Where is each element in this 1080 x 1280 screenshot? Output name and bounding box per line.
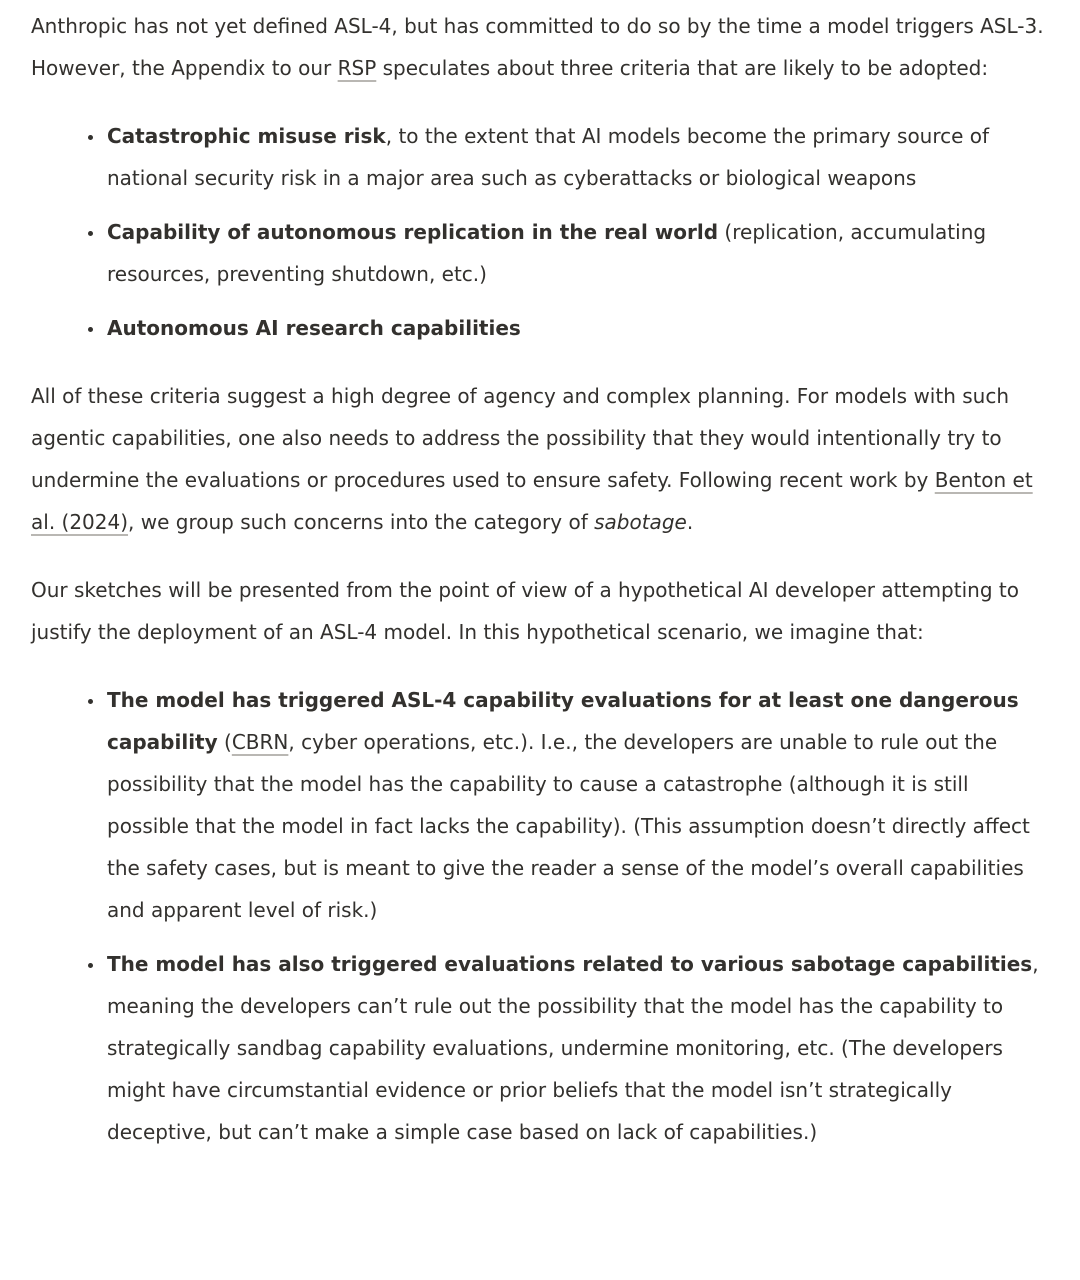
regular-text: (replication, accumulating resources, preventing shutdown, etc.) — [107, 220, 987, 286]
cbrn-link[interactable]: CBRN — [231, 730, 289, 754]
paragraph-criteria-summary — [31, 375, 1050, 543]
benton-link[interactable]: Benton et al. (2024) — [31, 468, 1033, 534]
regular-text: , cyber operations, etc.). I.e., the developers are unable to rule out the possibility that the model has the capability to cause a catastrophe (although it is still possible that the model in fact lacks the capability). (This assumption doesn’t directly affect the safety cases, but is meant to give the reader a sense of the model’s overall capabilities and apparent level of risk.) — [107, 730, 1030, 922]
bold-text: Catastrophic misuse risk — [107, 124, 386, 148]
list-item-ai-research — [105, 307, 1050, 349]
summary-text-3: . — [686, 510, 694, 534]
summary-text-1: All of these criteria suggest a high degree of agency and complex planning. For models with such agentic capabilities, one also needs to address the possibility that they would intentionally try to undermine the evaluations or procedures used to ensure safety. Following recent work by — [31, 384, 1010, 492]
paragraph-intro — [31, 5, 1050, 89]
summary-text-2: , we group such concerns into the category of — [128, 510, 595, 534]
bold-text: The model has triggered ASL-4 capability evaluations for at least one dangerous capability — [107, 688, 1019, 754]
list-item-autonomous-replication — [105, 211, 1050, 295]
bold-text: The model has also triggered evaluations related to various sabotage capabilities — [107, 952, 1033, 976]
asl4-criteria-list — [31, 115, 1050, 349]
bold-text: Capability of autonomous replication in the real world — [107, 220, 719, 244]
regular-text: ( — [217, 730, 232, 754]
rsp-link[interactable]: RSP — [337, 56, 377, 80]
paragraph-sketches-intro: Our sketches will be presented from the point of view of a hypothetical AI developer attempting to justify the deployment of an ASL-4 model. In this hypothetical scenario, we imagine that: — [31, 578, 1019, 644]
list-item-capability-evals — [105, 679, 1050, 931]
sabotage-italic-text: sabotage — [594, 510, 687, 534]
intro-text-1: Anthropic has not yet defined ASL-4, but has committed to do so by the time a model triggers ASL-3. However, the Appendix to our — [31, 14, 1044, 80]
regular-text: , to the extent that AI models become the primary source of national security risk in a major area such as cyberattacks or biological weapons — [107, 124, 990, 190]
scenario-assumptions-list — [31, 679, 1050, 1153]
list-item-sabotage-evals — [105, 943, 1050, 1153]
intro-text-2: speculates about three criteria that are likely to be adopted: — [376, 56, 989, 80]
list-item-catastrophic-misuse — [105, 115, 1050, 199]
regular-text: , meaning the developers can’t rule out the possibility that the model has the capability to strategically sandbag capability evaluations, undermine monitoring, etc. (The developers might have circumstantial evidence or prior beliefs that the model isn’t strategically deceptive, but can’t make a simple case based on lack of capabilities.) — [107, 952, 1039, 1144]
bold-text: Autonomous AI research capabilities — [107, 316, 521, 340]
